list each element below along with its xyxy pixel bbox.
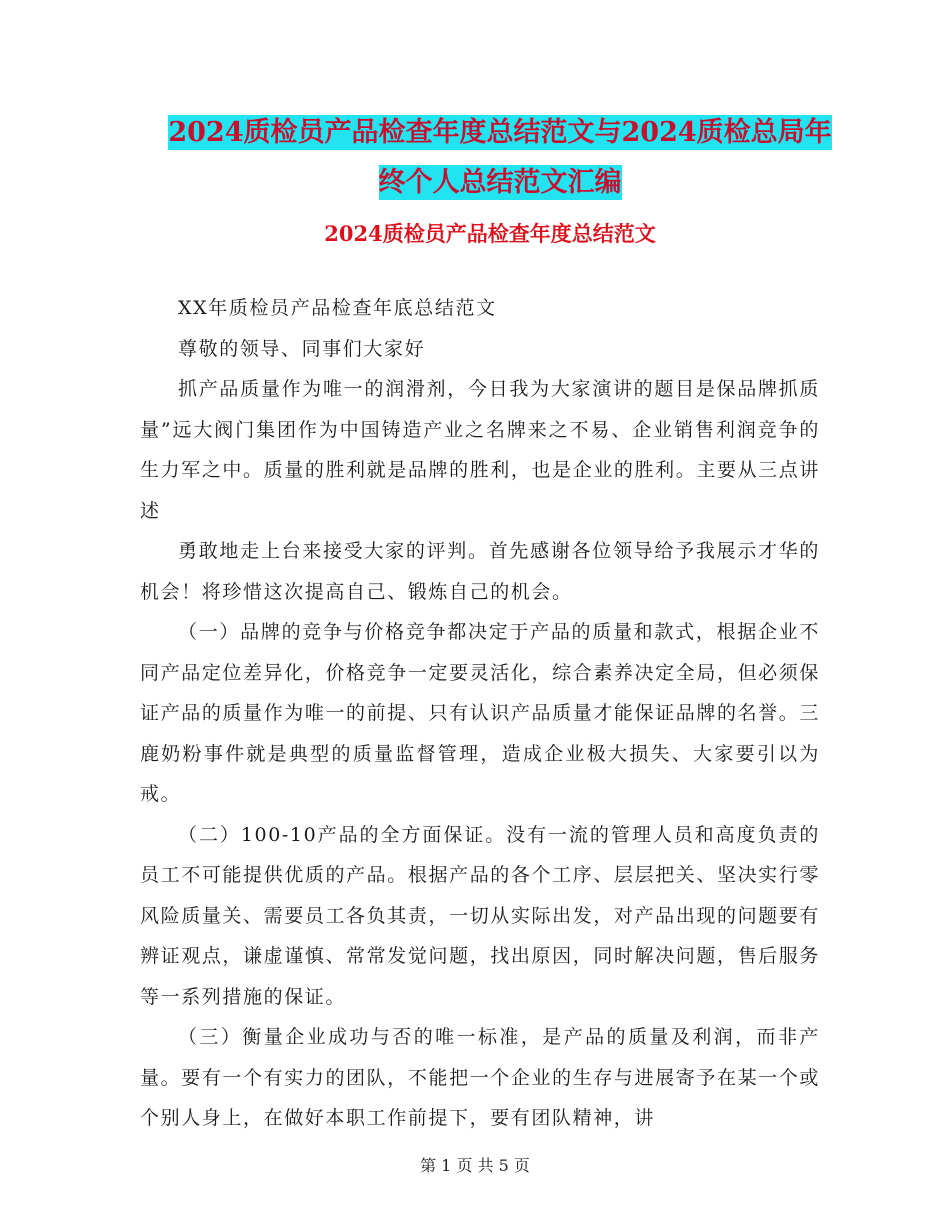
paragraph: XX年质检员产品检查年底总结范文 [178,297,497,319]
paragraph: （三）衡量企业成功与否的唯一标准，是产品的质量及利润，而非产量。要有一个有实力的团队，不能把一个企业的生存与进展寄予在某一个或个别人身上，在做好本职工作前提下，要有团队精神，讲 [140,1026,820,1129]
document-title [120,108,880,208]
paragraph: 勇敢地走上台来接受大家的评判。首先感谢各位领导给予我展示才华的机会！将珍惜这次提高自己、锻炼自己的机会。 [140,540,820,603]
paragraph: （二）100-10产品的全方面保证。没有一流的管理人员和高度负责的员工不可能提供优质的产品。根据产品的各个工序、层层把关、坚决实行零风险质量关、需要员工各负其责，一切从实际出发，对产品出现的问题要有辨证观点，谦虚谨慎、常常发觉问题，找出原因，同时解决问题，售后服务等一系列措施的保证。 [140,823,820,1008]
paragraph: （一）品牌的竞争与价格竞争都决定于产品的质量和款式，根据企业不同产品定位差异化，价格竞争一定要灵活化，综合素养决定全局，但必须保证产品的质量作为唯一的前提、只有认识产品质量才能保证品牌的名誉。三鹿奶粉事件就是典型的质量监督管理，造成企业极大损失、大家要引以为戒。 [140,621,820,805]
title-line-2: 终个人总结范文汇编 [378,167,622,198]
section-title: 2024质检员产品检查年度总结范文 [324,221,656,246]
paragraph: 抓产品质量作为唯一的润滑剂，今日我为大家演讲的题目是保品牌抓质量”远大阀门集团作为中国铸造产业之名牌来之不易、企业销售利润竞争的生力军之中。质量的胜利就是品牌的胜利，也是企业的胜利。主要从三点讲述 [140,378,820,522]
title-line-1: 2024质检员产品检查年度总结范文与2024质检总局年 [168,117,832,148]
paragraph: 尊敬的领导、同事们大家好 [178,337,426,360]
page-footer: 第 1 页 共 5 页 [420,1156,530,1175]
body-text [140,288,820,1139]
